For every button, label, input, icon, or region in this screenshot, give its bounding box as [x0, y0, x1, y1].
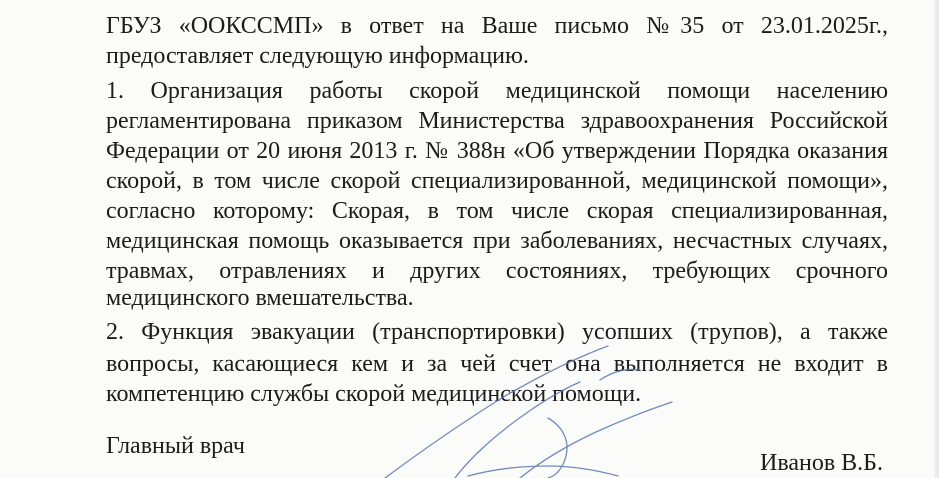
page-edge-shadow	[934, 0, 939, 478]
paragraph-2-line: вопросы, касающиеся кем и за чей счет она выполняется не входит в	[106, 351, 888, 377]
signature-name: Иванов В.Б.	[760, 450, 883, 476]
paragraph-1-line: скорой, в том числе скорой специализированной, медицинской помощи»,	[106, 168, 888, 194]
intro-line: ГБУЗ «ООКССМП» в ответ на Ваше письмо №35 от 23.01.2025г.,	[106, 13, 888, 39]
paragraph-1-line: Федерации от 20 июня 2013 г. № 388н «Об утверждении Порядка оказания	[106, 138, 888, 164]
paragraph-1-line: травмах, отравлениях и других состояниях, требующих срочного	[106, 258, 888, 284]
paragraph-2-line: 2. Функция эвакуации (транспортировки) усопших (трупов), а также	[106, 319, 888, 345]
paragraph-1-line: регламентирована приказом Министерства здравоохранения Российской	[106, 108, 888, 134]
paragraph-1-line: 1. Организация работы скорой медицинской помощи населению	[106, 78, 888, 104]
paragraph-1-line: медицинская помощь оказывается при заболеваниях, несчастных случаях,	[106, 228, 888, 254]
paragraph-1-line: медицинского вмешательства.	[106, 285, 414, 311]
intro-line: предоставляет следующую информацию.	[106, 43, 529, 69]
signature-position: Главный врач	[106, 433, 245, 459]
paragraph-1-line: согласно которому: Скорая, в том числе скорая специализированная,	[106, 198, 888, 224]
paragraph-2-line: компетенцию службы скорой медицинской помощи.	[106, 381, 642, 407]
